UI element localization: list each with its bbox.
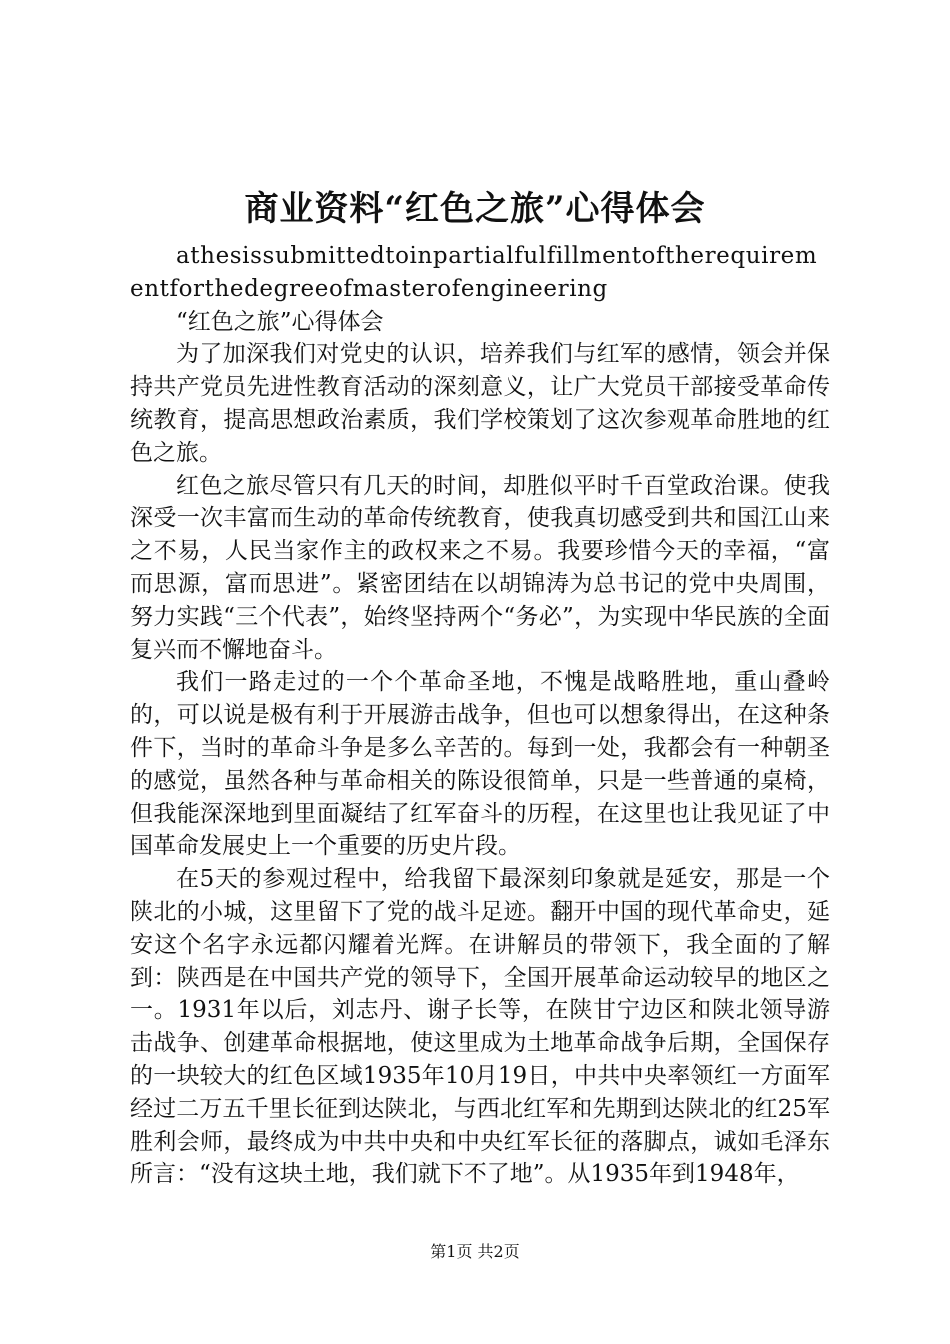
- page-footer: 第1页 共2页: [430, 1242, 520, 1261]
- document-body: [130, 240, 830, 1191]
- paragraph: 为了加深我们对党史的认识，培养我们与红军的感情，领会并保持共产党员先进性教育活动的深刻意义，让广大党员干部接受革命传统教育，提高思想政治素质，我们学校策划了这次参观革命胜地的红色之旅。: [130, 341, 830, 466]
- paragraph: 在5天的参观过程中，给我留下最深刻印象就是延安，那是一个陕北的小城，这里留下了党的战斗足迹。翻开中国的现代革命史，延安这个名字永远都闪耀着光辉。在讲解员的带领下，我全面的了解到：陕西是在中国共产党的领导下，全国开展革命运动较早的地区之一。1931年以后，刘志丹、谢子长等，在陕甘宁边区和陕北领导游击战争、创建革命根据地，使这里成为土地革命战争后期，全国保存的一块较大的红色区域1935年10月19日，中共中央率领红一方面军经过二万五千里长征到达陕北，与西北红军和先期到达陕北的红25军胜利会师，最终成为中共中央和中央红军长征的落脚点，诚如毛泽东所言：“没有这块土地，我们就下不了地”。从1935年到1948年，: [130, 866, 830, 1188]
- paragraph: 红色之旅尽管只有几天的时间，却胜似平时千百堂政治课。使我深受一次丰富而生动的革命传统教育，使我真切感受到共和国江山来之不易，人民当家作主的政权来之不易。我要珍惜今天的幸福，“富而思源，富而思进”。紧密团结在以胡锦涛为总书记的党中央周围，努力实践“三个代表”，始终坚持两个“务必”，为实现中华民族的全面复兴而不懈地奋斗。: [130, 472, 830, 663]
- document-title: 商业资料“红色之旅”心得体会: [244, 189, 706, 229]
- paragraph: 我们一路走过的一个个革命圣地，不愧是战略胜地，重山叠岭的，可以说是极有利于开展游击战争，但也可以想象得出，在这种条件下，当时的革命斗争是多么辛苦的。每到一处，我都会有一种朝圣的感觉，虽然各种与革命相关的陈设很简单，只是一些普通的桌椅，但我能深深地到里面凝结了红军奋斗的历程，在这里也让我见证了中国革命发展史上一个重要的历史片段。: [130, 669, 830, 860]
- paragraph-thesis-statement: athesissubmittedtoinpartialfulfillmentoftherequirementforthedegreeofmasterofengineering: [130, 243, 818, 302]
- paragraph-subtitle: “红色之旅”心得体会: [176, 308, 384, 335]
